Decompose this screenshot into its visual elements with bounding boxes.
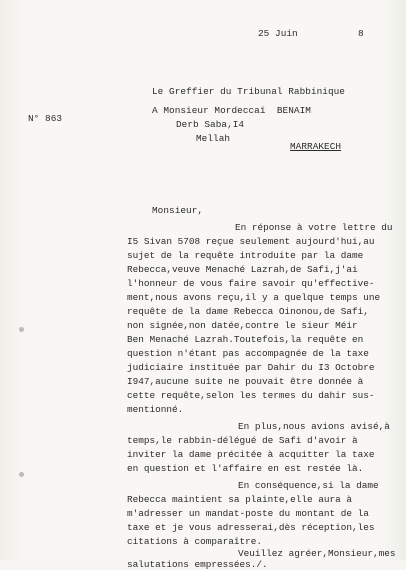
body-line: En réponse à votre lettre du [235,222,393,233]
body-line: mentionné. [127,404,184,415]
body-line: Rebecca maintient sa plainte,elle aura à [127,494,353,505]
sender-title: Le Greffier du Tribunal Rabbinique [152,86,345,97]
date: 25 Juin [258,28,298,39]
body-line: sujet de la requête introduite par la dame [127,250,364,261]
body-line: Veuillez agréer,Monsieur,mes [238,548,396,559]
page-number: 8 [358,28,364,39]
salutation: Monsieur, [152,205,204,216]
body-line: ment,nous avons reçu,il y a quelque temps une [127,292,381,303]
body-line: Rebecca,veuve Menaché Lazrah,de Safi,j'ai [127,264,358,275]
body-line: taxe et je vous adresserai,dès réception,les [127,522,375,533]
body-line: En conséquence,si la dame [238,480,379,491]
recipient-street: Derb Saba,I4 [176,119,245,130]
body-line: en question et l'affaire en est restée là. [127,463,364,474]
hole-punch-top [19,327,24,332]
body-line: l'honneur de vous faire savoir qu'effective- [127,278,375,289]
body-line: inviter la dame précitée à acquitter la taxe [127,449,375,460]
recipient-name: A Monsieur Mordeccaï BENAIM [152,105,311,116]
body-line: requête de la dame Rebecca Oinonou,de Safi, [127,306,369,317]
body-line: citations à comparaître. [127,536,263,547]
reference-number: N° 863 [28,113,63,124]
recipient-city: MARRAKECH [290,141,342,152]
body-line: I947,aucune suite ne pouvait être donnée à [127,376,364,387]
body-line: En plus,nous avions avisé,à [238,421,390,432]
body-line: temps,le rabbin-délégué de Safi d'avoir à [127,435,358,446]
body-line: non signée,non datée,contre le sieur Méir [127,320,358,331]
body-line: m'adresser un mandat-poste du montant de la [127,508,369,519]
body-line: question n'étant pas accompagnée de la taxe [127,348,369,359]
body-line: salutations empressées./. [127,559,268,570]
body-line: I5 Sivan 5708 reçue seulement aujourd'hui,au [127,236,375,247]
body-line: judiciaire instituée par Dahir du I3 Octobre [127,362,375,373]
hole-punch-bottom [19,472,24,477]
recipient-quarter: Mellah [196,133,231,144]
body-line: cette requête,selon les termes du dahir sus- [127,390,375,401]
body-line: Ben Menaché Lazrah.Toutefois,la requête en [127,334,364,345]
